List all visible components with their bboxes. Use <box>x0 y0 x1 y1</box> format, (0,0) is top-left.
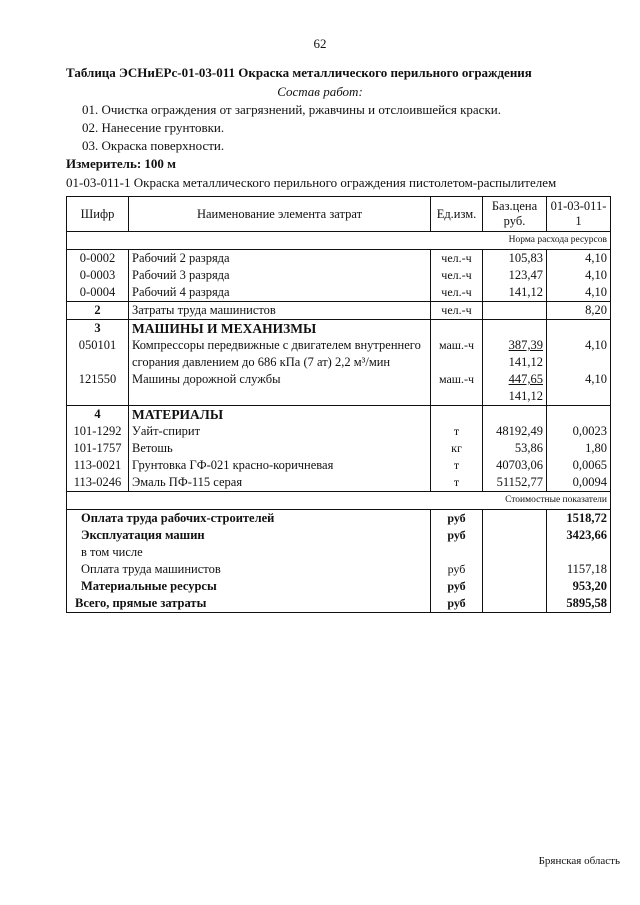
section-title: МАТЕРИАЛЫ <box>129 406 431 424</box>
page-number: 62 <box>313 36 327 51</box>
work-item: 02. Нанесение грунтовки. <box>82 120 225 135</box>
cost-value: 1157,18 <box>547 561 611 578</box>
cell-price: 53,86 <box>483 440 547 457</box>
table-row <box>67 457 611 474</box>
cell-code: 113-0246 <box>67 474 129 492</box>
cell-code: 0-0004 <box>67 284 129 302</box>
cell-norm: 0,0023 <box>547 423 611 440</box>
variant-title: 01-03-011-1 Окраска металлического перильного ограждения пистолетом-распылителем <box>66 175 557 190</box>
machinist-price: 141,12 <box>508 355 543 369</box>
cost-unit: руб <box>431 527 483 544</box>
cost-row <box>67 510 611 528</box>
cell-name: Эмаль ПФ-115 серая <box>129 474 431 492</box>
work-composition-heading: Состав работ: <box>277 84 363 99</box>
cost-unit: руб <box>431 578 483 595</box>
cost-name: в том числе <box>67 544 431 561</box>
cost-row <box>67 595 611 613</box>
table-row <box>67 337 611 371</box>
machinist-price: 141,12 <box>508 389 543 403</box>
header-code: Шифр <box>67 197 129 232</box>
cell-code: 050101 <box>67 337 129 371</box>
cell-code: 3 <box>67 320 129 338</box>
cell-code: 101-1292 <box>67 423 129 440</box>
cell-code: 0-0002 <box>67 250 129 268</box>
norms-note-row <box>67 232 611 250</box>
cell-unit: чел.-ч <box>431 302 483 320</box>
cell-name: Уайт-спирит <box>129 423 431 440</box>
cost-value: 1518,72 <box>547 510 611 528</box>
cell-norm: 8,20 <box>547 302 611 320</box>
cost-row <box>67 578 611 595</box>
cost-name: Эксплуатация машин <box>67 527 431 544</box>
header-norm: 01-03-011-1 <box>547 197 611 232</box>
table-row <box>67 440 611 457</box>
cell-unit: кг <box>431 440 483 457</box>
header-unit: Ед.изм. <box>431 197 483 232</box>
cost-name: Всего, прямые затраты <box>67 595 431 613</box>
measure-unit: Измеритель: 100 м <box>66 156 177 171</box>
machine-price: 387,39 <box>508 338 543 352</box>
cell-unit: маш.-ч <box>431 371 483 406</box>
cost-value <box>547 544 611 561</box>
table-row <box>67 302 611 320</box>
table-row <box>67 371 611 406</box>
cell-norm: 4,10 <box>547 250 611 268</box>
cell-code: 4 <box>67 406 129 424</box>
cell-price <box>483 371 547 406</box>
cost-unit <box>431 544 483 561</box>
costs-note-row <box>67 492 611 510</box>
cost-value: 5895,58 <box>547 595 611 613</box>
cell-norm: 1,80 <box>547 440 611 457</box>
cell-price: 40703,06 <box>483 457 547 474</box>
cost-value: 3423,66 <box>547 527 611 544</box>
work-item: 03. Окраска поверхности. <box>82 138 225 153</box>
section-row <box>67 406 611 424</box>
cell-norm: 0,0094 <box>547 474 611 492</box>
cell-unit: т <box>431 423 483 440</box>
table-row <box>67 250 611 268</box>
table-header-row <box>67 197 611 232</box>
table-row <box>67 423 611 440</box>
header-price: Баз.цена руб. <box>483 197 547 232</box>
cell-name: Машины дорожной службы <box>129 371 431 406</box>
cost-value: 953,20 <box>547 578 611 595</box>
cost-name: Материальные ресурсы <box>67 578 431 595</box>
section-row <box>67 320 611 338</box>
costs-note: Стоимостные показатели <box>67 492 611 510</box>
cell-unit: маш.-ч <box>431 337 483 371</box>
cell-norm: 4,10 <box>547 284 611 302</box>
cost-name: Оплата труда машинистов <box>67 561 431 578</box>
cell-price <box>483 302 547 320</box>
cell-name: Рабочий 3 разряда <box>129 267 431 284</box>
cell-code: 113-0021 <box>67 457 129 474</box>
cell-norm: 0,0065 <box>547 457 611 474</box>
table-title: Таблица ЭСНиЕРс-01-03-011 Окраска металлического перильного ограждения <box>66 65 532 80</box>
region-footer: Брянская область <box>538 855 620 867</box>
cell-unit: т <box>431 474 483 492</box>
cell-name: Ветошь <box>129 440 431 457</box>
cost-unit: руб <box>431 595 483 613</box>
cell-price: 48192,49 <box>483 423 547 440</box>
cell-code: 121550 <box>67 371 129 406</box>
table-row <box>67 267 611 284</box>
cell-name: Рабочий 4 разряда <box>129 284 431 302</box>
norms-note: Норма расхода ресурсов <box>67 232 611 250</box>
cell-norm: 4,10 <box>547 371 611 406</box>
cell-name: Грунтовка ГФ-021 красно-коричневая <box>129 457 431 474</box>
cell-unit: чел.-ч <box>431 250 483 268</box>
machine-price: 447,65 <box>508 372 543 386</box>
cell-norm: 4,10 <box>547 267 611 284</box>
cell-price: 141,12 <box>483 284 547 302</box>
cost-table <box>66 196 611 613</box>
cost-row <box>67 544 611 561</box>
table-row <box>67 474 611 492</box>
cell-code: 0-0003 <box>67 267 129 284</box>
cell-price: 123,47 <box>483 267 547 284</box>
header-name: Наименование элемента затрат <box>129 197 431 232</box>
cell-norm: 4,10 <box>547 337 611 371</box>
cost-unit: руб <box>431 510 483 528</box>
cost-row <box>67 527 611 544</box>
section-title: МАШИНЫ И МЕХАНИЗМЫ <box>129 320 431 338</box>
cell-price <box>483 337 547 371</box>
cell-unit: т <box>431 457 483 474</box>
cell-name: Компрессоры передвижные с двигателем внутреннего сгорания давлением до 686 кПа (7 ат) 2,2 м³/мин <box>129 337 431 371</box>
cell-price: 105,83 <box>483 250 547 268</box>
cell-unit: чел.-ч <box>431 284 483 302</box>
cost-name: Оплата труда рабочих-строителей <box>67 510 431 528</box>
cell-code: 101-1757 <box>67 440 129 457</box>
work-item: 01. Очистка ограждения от загрязнений, ржавчины и отслоившейся краски. <box>82 102 501 117</box>
cost-row <box>67 561 611 578</box>
cell-price: 51152,77 <box>483 474 547 492</box>
cell-code: 2 <box>67 302 129 320</box>
table-row <box>67 284 611 302</box>
cell-name: Рабочий 2 разряда <box>129 250 431 268</box>
cell-name: Затраты труда машинистов <box>129 302 431 320</box>
cell-unit: чел.-ч <box>431 267 483 284</box>
cost-unit: руб <box>431 561 483 578</box>
